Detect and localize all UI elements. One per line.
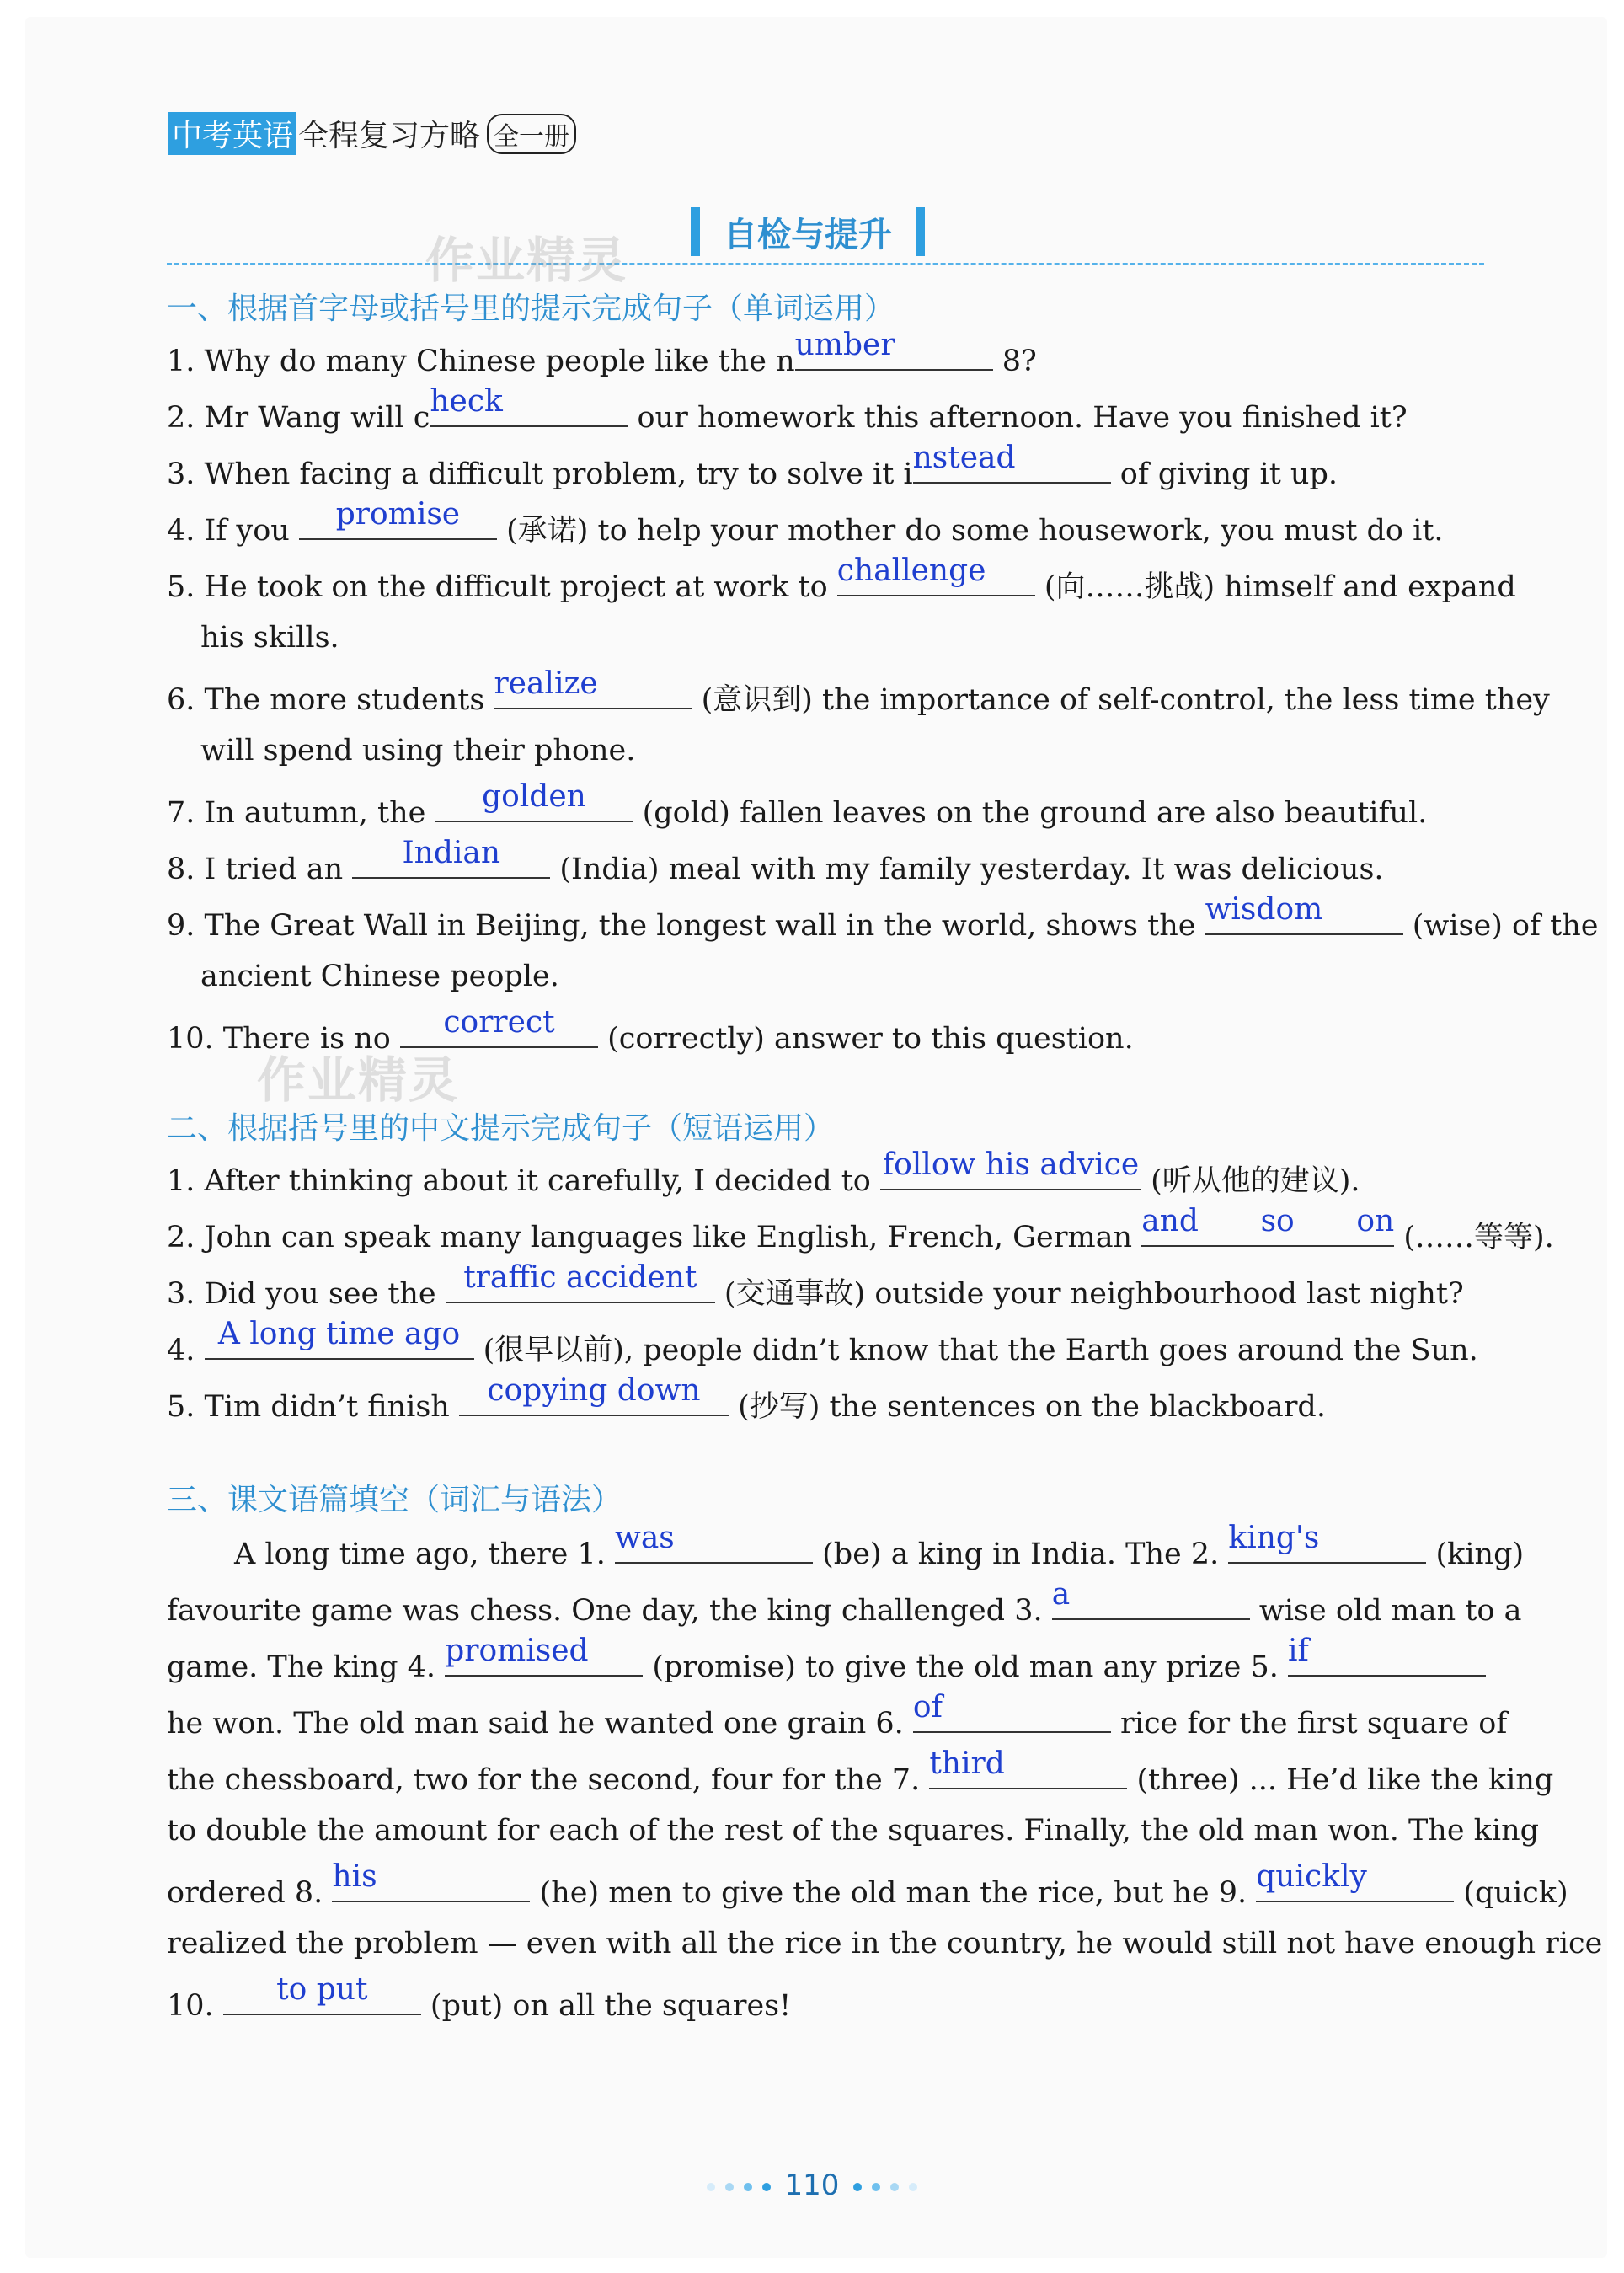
answer-blank[interactable]: traffic accident <box>446 1270 715 1303</box>
passage-line-6: to double the amount for each of the rest of the squares. Finally, the old man won. The king <box>167 1814 1540 1848</box>
q1-1: 1. Why do many Chinese people like the n umber 8? <box>167 328 1037 378</box>
answer-blank[interactable]: king's <box>1228 1530 1426 1564</box>
passage-line-4: he won. The old man said he wanted one grain 6. of rice for the first square of <box>167 1690 1508 1741</box>
q1-9-cont: ancient Chinese people. <box>200 960 559 993</box>
answer-blank[interactable]: realize <box>494 676 692 709</box>
q2-4: 4. A long time ago (很早以前), people didn’t know that the Earth goes around the Sun. <box>167 1317 1478 1367</box>
watermark: 作业精灵 <box>257 1051 460 1109</box>
passage-line-8: realized the problem — even with all the rice in the country, he would still not have enough rice <box>167 1927 1603 1960</box>
answer-blank[interactable]: heck <box>430 393 628 427</box>
q1-6-cont: will spend using their phone. <box>200 734 636 767</box>
answer-blank[interactable]: to put <box>223 1982 421 2015</box>
page-number: 110 <box>784 2169 840 2202</box>
title-bar-left <box>691 207 700 256</box>
watermark: 作业精灵 <box>425 232 628 289</box>
answer-blank[interactable]: golden <box>435 789 633 822</box>
answer-blank[interactable]: challenge <box>837 563 1035 596</box>
dot-icon <box>707 2183 715 2191</box>
dot-icon <box>853 2183 862 2191</box>
q1-3: 3. When facing a difficult problem, try to solve it i nstead of giving it up. <box>167 441 1338 491</box>
q1-6: 6. The more students realize (意识到) the importance of self-control, the less time they <box>167 666 1550 717</box>
header-edition: 全一册 <box>487 114 576 154</box>
answer-blank[interactable]: third <box>929 1756 1127 1789</box>
answer-blank[interactable]: was <box>615 1530 813 1564</box>
section-title-text: 自检与提升 <box>724 215 892 254</box>
answer-blank[interactable]: A long time ago <box>205 1326 474 1360</box>
answer-blank[interactable]: a <box>1052 1586 1250 1620</box>
book-header <box>168 112 576 155</box>
q1-8: 8. I tried an Indian (India) meal with my family yesterday. It was delicious. <box>167 836 1384 886</box>
q2-1: 1. After thinking about it carefully, I decided to follow his advice (听从他的建议). <box>167 1147 1360 1198</box>
answer-blank[interactable]: if <box>1288 1643 1486 1677</box>
q2-2: 2. John can speak many languages like English, French, German and so on (……等等). <box>167 1204 1554 1254</box>
passage-line-1: A long time ago, there 1. was (be) a king in India. The 2. king's (king) <box>234 1521 1525 1571</box>
answer-blank[interactable]: promised <box>445 1643 643 1677</box>
answer-blank[interactable]: his <box>332 1869 530 1902</box>
answer-blank[interactable]: umber <box>795 337 993 371</box>
answer-blank[interactable]: of <box>913 1699 1111 1733</box>
dot-icon <box>744 2183 752 2191</box>
passage-line-7: ordered 8. his (he) men to give the old man the rice, but he 9. quickly (quick) <box>167 1859 1568 1910</box>
answer-blank[interactable]: promise <box>299 506 497 540</box>
passage-line-2: favourite game was chess. One day, the king challenged 3. a wise old man to a <box>167 1577 1522 1628</box>
part3-heading: 三、课文语篇填空（词汇与语法） <box>167 1483 622 1517</box>
answer-blank[interactable]: wisdom <box>1205 901 1403 935</box>
answer-blank[interactable]: nstead <box>913 450 1111 484</box>
q1-2: 2. Mr Wang will c heck our homework this afternoon. Have you finished it? <box>167 384 1408 435</box>
section-title <box>691 207 925 256</box>
dot-icon <box>762 2183 771 2191</box>
part2-heading: 二、根据括号里的中文提示完成句子（短语运用） <box>167 1111 835 1146</box>
dot-icon <box>725 2183 734 2191</box>
q1-9: 9. The Great Wall in Beijing, the longest wall in the world, shows the wisdom (wise) of the <box>167 892 1599 943</box>
q1-5: 5. He took on the difficult project at work to challenge (向……挑战) himself and expand <box>167 554 1516 604</box>
q1-5-cont: his skills. <box>200 621 339 655</box>
q2-3: 3. Did you see the traffic accident (交通事故) outside your neighbourhood last night? <box>167 1260 1464 1311</box>
dot-icon <box>909 2183 917 2191</box>
q1-7: 7. In autumn, the golden (gold) fallen leaves on the ground are also beautiful. <box>167 779 1428 830</box>
answer-blank[interactable]: correct <box>400 1014 598 1048</box>
answer-blank[interactable]: copying down <box>459 1383 729 1416</box>
answer-blank[interactable]: follow his advice <box>880 1157 1141 1190</box>
page-footer <box>0 2169 1624 2202</box>
answer-blank[interactable]: and so on <box>1141 1213 1394 1247</box>
passage-line-3: game. The king 4. promised (promise) to give the old man any prize 5. if <box>167 1643 1486 1686</box>
part1-heading: 一、根据首字母或括号里的提示完成句子（单词运用） <box>167 291 895 326</box>
passage-line-9: 10. to put (put) on all the squares! <box>167 1972 792 2023</box>
passage-line-5: the chessboard, two for the second, four for the 7. third (three) ... He’d like the king <box>167 1746 1554 1797</box>
header-highlight: 中考英语 <box>168 112 296 155</box>
dot-icon <box>890 2183 899 2191</box>
dot-icon <box>872 2183 880 2191</box>
answer-blank[interactable]: quickly <box>1256 1869 1454 1902</box>
q1-10: 10. There is no correct (correctly) answer to this question. <box>167 1005 1134 1056</box>
q2-5: 5. Tim didn’t finish copying down (抄写) the sentences on the blackboard. <box>167 1373 1326 1424</box>
header-title: 全程复习方略 <box>298 119 481 153</box>
answer-blank[interactable]: Indian <box>352 845 550 879</box>
dashed-divider <box>167 263 1484 265</box>
q1-4: 4. If you promise (承诺) to help your mother do some housework, you must do it. <box>167 497 1444 548</box>
title-bar-right <box>916 207 925 256</box>
